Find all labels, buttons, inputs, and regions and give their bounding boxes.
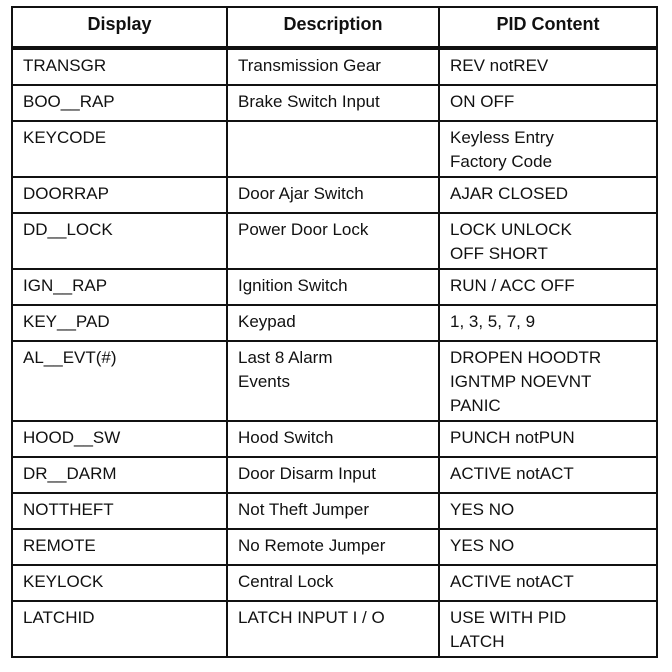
table-row	[12, 85, 657, 121]
cell-pid-content-line: IGNTMP NOEVNT	[450, 372, 592, 391]
cell-pid-content	[439, 565, 657, 601]
cell-pid-content-line: RUN / ACC OFF	[450, 276, 575, 295]
cell-pid-content	[439, 493, 657, 529]
cell-pid-content-line: PUNCH notPUN	[450, 428, 575, 447]
cell-display: AL__EVT(#)	[12, 341, 227, 421]
header-row	[12, 7, 657, 48]
cell-display: DD__LOCK	[12, 213, 227, 269]
cell-pid-content-line: REV notREV	[450, 56, 549, 75]
cell-pid-content	[439, 305, 657, 341]
cell-pid-content-line: USE WITH PID	[450, 608, 567, 627]
cell-display: KEY__PAD	[12, 305, 227, 341]
cell-description: No Remote Jumper	[227, 529, 439, 565]
cell-display: BOO__RAP	[12, 85, 227, 121]
table-row	[12, 213, 657, 269]
cell-pid-content	[439, 85, 657, 121]
table-row	[12, 177, 657, 213]
cell-display: REMOTE	[12, 529, 227, 565]
cell-description-line: Events	[238, 372, 290, 391]
cell-display: KEYLOCK	[12, 565, 227, 601]
header-pid-content: PID Content	[439, 7, 657, 48]
cell-pid-content	[439, 269, 657, 305]
cell-pid-content-line: YES NO	[450, 536, 515, 555]
table-row	[12, 601, 657, 657]
cell-pid-content-line: ON OFF	[450, 92, 515, 111]
cell-pid-content	[439, 177, 657, 213]
cell-pid-content-line: AJAR CLOSED	[450, 184, 569, 203]
cell-pid-content	[439, 48, 657, 85]
cell-description: Door Ajar Switch	[227, 177, 439, 213]
cell-pid-content-line: Keyless Entry	[450, 128, 554, 147]
cell-pid-content	[439, 213, 657, 269]
cell-pid-content-line: PANIC	[450, 396, 501, 415]
header-description: Description	[227, 7, 439, 48]
table-row	[12, 565, 657, 601]
cell-pid-content-line: Factory Code	[450, 152, 553, 171]
cell-pid-content-line: ACTIVE notACT	[450, 572, 574, 591]
cell-description: Not Theft Jumper	[227, 493, 439, 529]
table-header	[12, 7, 657, 48]
cell-pid-content-line: 1, 3, 5, 7, 9	[450, 312, 536, 331]
cell-pid-content-line: DROPEN HOODTR	[450, 348, 602, 367]
cell-display: HOOD__SW	[12, 421, 227, 457]
table-row	[12, 305, 657, 341]
table-row	[12, 529, 657, 565]
cell-pid-content	[439, 529, 657, 565]
cell-pid-content-line: OFF SHORT	[450, 244, 548, 263]
cell-pid-content-line: LOCK UNLOCK	[450, 220, 572, 239]
pid-table	[11, 6, 658, 658]
table-row	[12, 493, 657, 529]
cell-pid-content	[439, 121, 657, 177]
cell-description: Hood Switch	[227, 421, 439, 457]
table-body	[12, 48, 657, 657]
cell-pid-content	[439, 421, 657, 457]
cell-display: TRANSGR	[12, 48, 227, 85]
cell-pid-content-line: YES NO	[450, 500, 515, 519]
cell-display: DR__DARM	[12, 457, 227, 493]
cell-description: Brake Switch Input	[227, 85, 439, 121]
cell-pid-content	[439, 457, 657, 493]
cell-pid-content-line: LATCH	[450, 632, 505, 651]
table-row	[12, 269, 657, 305]
table-row	[12, 121, 657, 177]
cell-description: LATCH INPUT I / O	[227, 601, 439, 657]
cell-display: LATCHID	[12, 601, 227, 657]
cell-pid-content	[439, 601, 657, 657]
cell-description: Transmission Gear	[227, 48, 439, 85]
cell-display: DOORRAP	[12, 177, 227, 213]
table-row	[12, 341, 657, 421]
table-row	[12, 457, 657, 493]
cell-description: Ignition Switch	[227, 269, 439, 305]
cell-description: Keypad	[227, 305, 439, 341]
cell-pid-content-line: ACTIVE notACT	[450, 464, 574, 483]
cell-display: IGN__RAP	[12, 269, 227, 305]
cell-description: Central Lock	[227, 565, 439, 601]
cell-description	[227, 121, 439, 177]
table-row	[12, 48, 657, 85]
table-row	[12, 421, 657, 457]
cell-description: Power Door Lock	[227, 213, 439, 269]
cell-display: KEYCODE	[12, 121, 227, 177]
cell-display: NOTTHEFT	[12, 493, 227, 529]
cell-pid-content	[439, 341, 657, 421]
header-display: Display	[12, 7, 227, 48]
cell-description-line: Last 8 Alarm	[238, 348, 333, 367]
cell-description	[227, 341, 439, 421]
cell-description: Door Disarm Input	[227, 457, 439, 493]
